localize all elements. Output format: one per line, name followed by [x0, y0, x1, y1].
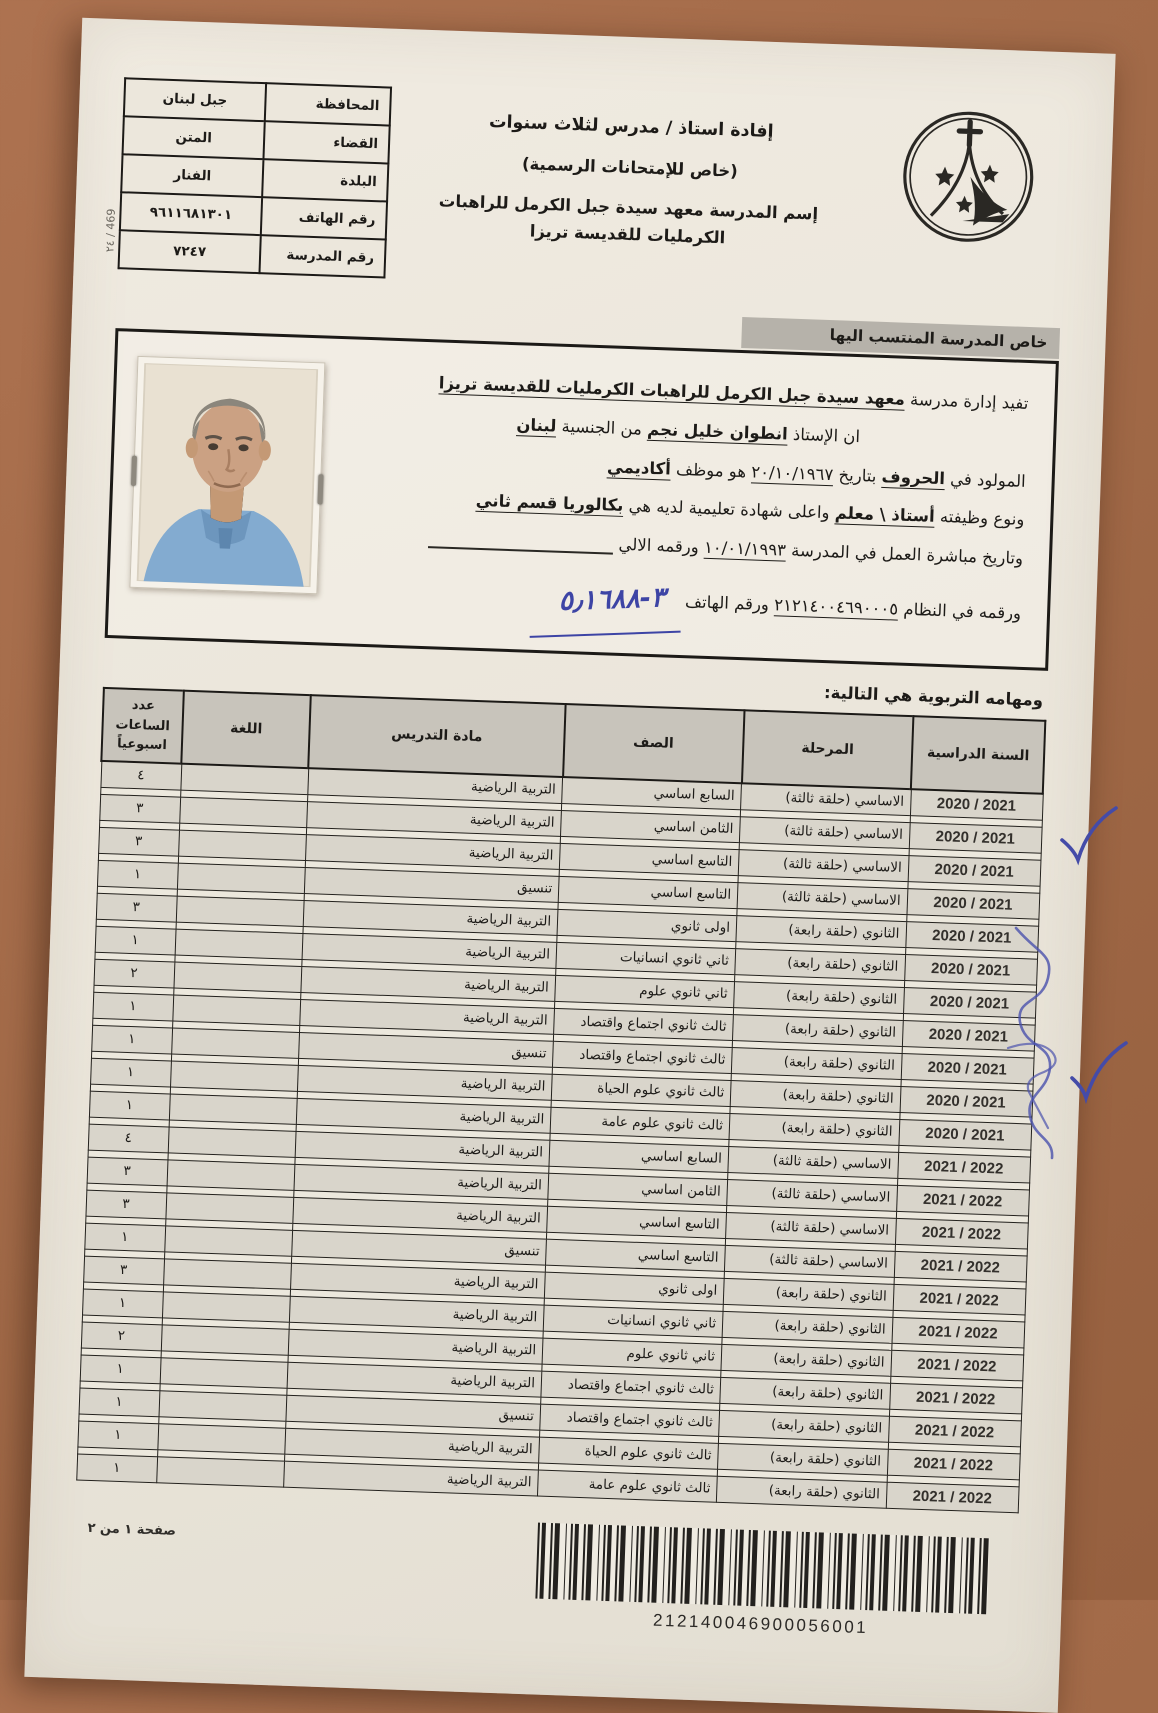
class-cell: الثامن اساسي	[561, 810, 741, 842]
hours-cell: ٣	[99, 794, 180, 823]
stage-cell: الاساسي (حلقة ثالثة)	[739, 816, 909, 848]
certificate-segment: انطوان خليل نجم	[646, 419, 789, 444]
stage-cell: الثانوي (حلقة رابعة)	[718, 1443, 888, 1475]
info-label: القضاء	[263, 121, 389, 163]
year-cell: 2020 / 2021	[899, 1119, 1032, 1150]
certificate-segment: ورقمه الالي	[613, 534, 705, 557]
language-cell	[156, 1456, 284, 1486]
carmelite-emblem-icon	[891, 100, 1044, 253]
subject-cell: التربية الرياضية	[293, 1197, 548, 1232]
subject-cell: التربية الرياضية	[308, 768, 563, 803]
class-cell: السابع اساسي	[549, 1140, 729, 1172]
subject-cell: تنسيق	[286, 1395, 541, 1430]
stage-cell: الاساسي (حلقة ثالثة)	[737, 882, 907, 914]
hours-cell: ١	[80, 1355, 161, 1384]
stage-cell: الثانوي (حلقة رابعة)	[722, 1311, 892, 1343]
stage-cell: الاساسي (حلقة ثالثة)	[727, 1179, 897, 1211]
year-cell: 2021 / 2022	[892, 1317, 1025, 1348]
certificate-segment: أكاديمي	[606, 456, 672, 479]
class-cell: ثالث ثانوي اجتماع واقتصاد	[553, 1041, 733, 1073]
portrait-illustration	[137, 363, 319, 587]
subject-cell: التربية الرياضية	[285, 1428, 540, 1463]
year-cell: 2021 / 2022	[894, 1251, 1027, 1282]
hours-cell: ١	[90, 1058, 171, 1087]
side-note: 469 / ٢٤	[103, 208, 118, 253]
info-label: رقم الهاتف	[261, 197, 387, 239]
stage-cell: الثانوي (حلقة رابعة)	[729, 1113, 899, 1145]
hours-cell: ٣	[98, 827, 179, 856]
hours-cell: ١	[84, 1223, 165, 1252]
class-cell: التاسع اساسي	[558, 876, 738, 908]
info-label: البلدة	[262, 159, 388, 201]
class-cell: ثاني ثانوي علوم	[555, 975, 735, 1007]
class-cell: ثالث ثانوي علوم عامة	[538, 1470, 718, 1502]
class-cell: ثالث ثانوي علوم الحياة	[539, 1437, 719, 1469]
class-cell: السابع اساسي	[562, 776, 742, 809]
hours-cell: ٢	[81, 1322, 162, 1351]
year-cell: 2021 / 2022	[895, 1218, 1028, 1249]
column-header: اللغة	[181, 691, 311, 768]
certificate-segment: المولود في	[944, 468, 1027, 491]
stage-cell: الثانوي (حلقة رابعة)	[735, 948, 905, 980]
subject-cell: التربية الرياضية	[302, 933, 557, 968]
certificate-box	[105, 328, 1059, 671]
year-cell: 2020 / 2021	[909, 822, 1042, 853]
stage-cell: الثانوي (حلقة رابعة)	[733, 1014, 903, 1046]
stage-cell: الاساسي (حلقة ثالثة)	[741, 783, 911, 815]
column-header: الصف	[563, 704, 744, 783]
class-cell: ثالث ثانوي اجتماع واقتصاد	[554, 1008, 734, 1040]
certificate-segment: من الجنسية	[556, 416, 648, 439]
certificate-segment	[428, 546, 613, 554]
hours-cell: ١	[76, 1453, 157, 1482]
stage-cell: الثانوي (حلقة رابعة)	[721, 1344, 891, 1376]
duties-table-body	[76, 760, 1043, 1512]
year-cell: 2020 / 2021	[908, 855, 1041, 886]
hours-cell: ٤	[88, 1124, 169, 1153]
staple-icon	[131, 456, 137, 486]
photo-frame	[129, 356, 325, 594]
class-cell: اولى ثانوي	[545, 1272, 725, 1304]
subject-cell: التربية الرياضية	[295, 1131, 550, 1166]
subject-cell: تنسيق	[291, 1230, 546, 1265]
hours-cell: ١	[89, 1091, 170, 1120]
stage-cell: الثانوي (حلقة رابعة)	[731, 1047, 901, 1079]
class-cell: التاسع اساسي	[547, 1206, 727, 1238]
info-value: ٩٦١١٦٨١٣٠١	[120, 192, 262, 235]
stage-cell: الثانوي (حلقة رابعة)	[719, 1410, 889, 1442]
year-cell: 2020 / 2021	[901, 1053, 1034, 1084]
column-header: المرحلة	[742, 710, 914, 788]
certificate-segment: هو موظف	[670, 459, 752, 481]
stage-cell: الاساسي (حلقة ثالثة)	[725, 1245, 895, 1277]
info-label: رقم المدرسة	[259, 235, 385, 277]
subject-cell: التربية الرياضية	[306, 801, 561, 836]
certificate-segment: ان الإستاذ	[787, 424, 861, 446]
hours-cell: ٢	[94, 959, 175, 988]
document-subtitle: (خاص للإمتحانات الرسمية)	[521, 154, 739, 181]
class-cell: التاسع اساسي	[546, 1239, 726, 1271]
barcode-bars-icon	[535, 1522, 989, 1614]
school-info-table	[118, 77, 393, 278]
year-cell: 2020 / 2021	[900, 1086, 1033, 1117]
year-cell: 2020 / 2021	[903, 987, 1036, 1018]
barcode-number: 212140046900056001	[652, 1610, 869, 1637]
hours-cell: ١	[77, 1420, 158, 1449]
year-cell: 2020 / 2021	[905, 921, 1038, 952]
stage-cell: الاساسي (حلقة ثالثة)	[728, 1146, 898, 1178]
year-cell: 2020 / 2021	[910, 789, 1043, 820]
subject-cell: التربية الرياضية	[305, 834, 560, 869]
class-cell: الثامن اساسي	[548, 1173, 728, 1205]
year-cell: 2021 / 2022	[896, 1185, 1029, 1216]
section-bar-label: خاص المدرسة المنتسب اليها	[829, 326, 1048, 352]
class-cell: ثالث ثانوي علوم الحياة	[551, 1074, 731, 1106]
certificate-segment: بكالوريا قسم ثاني	[475, 491, 624, 516]
stage-cell: الثانوي (حلقة رابعة)	[716, 1476, 886, 1508]
hours-cell: ٤	[100, 760, 181, 789]
subject-cell: التربية الرياضية	[303, 900, 558, 935]
document-title: إفادة استاذ / مدرس لثلاث سنوات	[488, 112, 774, 142]
class-cell: ثاني ثانوي انسانيات	[556, 942, 736, 974]
school-logo-icon	[868, 93, 1068, 254]
year-cell: 2020 / 2021	[902, 1020, 1035, 1051]
year-cell: 2021 / 2022	[893, 1284, 1026, 1315]
year-cell: 2021 / 2022	[887, 1449, 1020, 1480]
year-cell: 2021 / 2022	[886, 1482, 1019, 1513]
teacher-photo	[128, 356, 325, 626]
certificate-segment: ورقمه في النظام	[897, 599, 1022, 623]
certificate-segment: واعلى شهادة تعليمية لديه هي	[623, 496, 836, 523]
subject-cell: التربية الرياضية	[296, 1098, 551, 1133]
info-value: جبل لبنان	[124, 78, 266, 121]
handwritten-phone: ٣-٥٫١٦٨٨	[528, 566, 681, 639]
certificate-segment: ٢٠/١٠/١٩٦٧	[751, 461, 834, 484]
hours-cell: ٣	[83, 1256, 164, 1285]
table-row	[119, 230, 386, 277]
duties-table	[75, 687, 1046, 1513]
hours-cell: ١	[91, 1025, 172, 1054]
page-number: صفحة ١ من ٢	[87, 1520, 177, 1539]
info-label: المحافظة	[265, 83, 391, 125]
certificate-text	[342, 359, 1029, 650]
year-cell: 2020 / 2021	[907, 888, 1040, 919]
subject-cell: التربية الرياضية	[301, 966, 556, 1001]
stage-cell: الثانوي (حلقة رابعة)	[720, 1377, 890, 1409]
stage-cell: الثانوي (حلقة رابعة)	[734, 981, 904, 1013]
info-value: ٧٢٤٧	[119, 230, 261, 273]
subject-cell: التربية الرياضية	[287, 1362, 542, 1397]
subject-cell: التربية الرياضية	[288, 1329, 543, 1364]
year-cell: 2021 / 2022	[888, 1416, 1021, 1447]
stage-cell: الثانوي (حلقة رابعة)	[736, 915, 906, 947]
class-cell: ثاني ثانوي علوم	[542, 1338, 722, 1370]
class-cell: التاسع اساسي	[559, 843, 739, 875]
subject-cell: التربية الرياضية	[294, 1164, 549, 1199]
staple-icon	[317, 474, 323, 504]
info-value: المتن	[123, 116, 265, 159]
subject-cell: تنسيق	[304, 867, 559, 902]
hours-cell: ١	[92, 992, 173, 1021]
certificate-segment: ٢١٢١٤٠٠٤٦٩٠٠٠٥	[773, 595, 899, 619]
subject-cell: التربية الرياضية	[289, 1296, 544, 1331]
hours-cell: ١	[82, 1289, 163, 1318]
certificate-segment: الحروف	[881, 466, 946, 488]
stage-cell: الاساسي (حلقة ثالثة)	[738, 849, 908, 881]
hours-cell: ١	[97, 860, 178, 889]
certificate-segment: وتاريخ مباشرة العمل في المدرسة	[785, 540, 1024, 568]
certificate-segment: بتاريخ	[833, 464, 882, 486]
duties-heading: ومهامه التربوية هي التالية:	[823, 683, 1044, 710]
class-cell: ثالث ثانوي اجتماع واقتصاد	[540, 1404, 720, 1436]
subject-cell: التربية الرياضية	[290, 1263, 545, 1298]
certificate-segment: معهد سيدة جبل الكرمل للراهبات الكرمليات للقديسة تريزا	[438, 373, 906, 409]
stage-cell: الاساسي (حلقة ثالثة)	[726, 1212, 896, 1244]
certificate-segment: لبنان	[516, 414, 557, 436]
hours-cell: ٣	[85, 1190, 166, 1219]
column-header: السنة الدراسية	[911, 716, 1045, 793]
class-cell: ثالث ثانوي علوم عامة	[550, 1107, 730, 1139]
certificate-segment: ورقم الهاتف	[679, 591, 775, 615]
hours-cell: ١	[95, 926, 176, 955]
subject-cell: التربية الرياضية	[300, 999, 555, 1034]
hours-cell: ٣	[87, 1157, 168, 1186]
subject-cell: التربية الرياضية	[283, 1461, 538, 1496]
class-cell: ثالث ثانوي اجتماع واقتصاد	[541, 1371, 721, 1403]
subject-cell: التربية الرياضية	[297, 1065, 552, 1100]
column-header: عدد الساعات اسبوعياً	[101, 688, 184, 763]
certificate-segment: أستاذ \ معلم	[834, 503, 936, 527]
document-header	[118, 67, 1068, 302]
document-page	[24, 18, 1115, 1713]
year-cell: 2021 / 2022	[891, 1350, 1024, 1381]
class-cell: ثاني ثانوي انسانيات	[543, 1305, 723, 1337]
year-cell: 2021 / 2022	[897, 1152, 1030, 1183]
info-value: الفنار	[121, 154, 263, 197]
certificate-segment: ونوع وظيفته	[934, 507, 1025, 530]
hours-cell: ١	[79, 1387, 160, 1416]
year-cell: 2021 / 2022	[889, 1383, 1022, 1414]
stage-cell: الثانوي (حلقة رابعة)	[730, 1080, 900, 1112]
certificate-segment: ١٠/٠١/١٩٩٣	[703, 537, 787, 560]
column-header: مادة التدريس	[309, 695, 566, 776]
class-cell: اولى ثانوي	[557, 909, 737, 941]
school-name: إسم المدرسة معهد سيدة جبل الكرمل للراهبات الكرمليات للقديسة تريزا	[438, 191, 819, 248]
hours-cell: ٣	[96, 893, 177, 922]
stage-cell: الثانوي (حلقة رابعة)	[723, 1278, 893, 1310]
subject-cell: تنسيق	[298, 1032, 553, 1067]
certificate-segment: تفيد إدارة مدرسة	[904, 389, 1029, 414]
year-cell: 2020 / 2021	[904, 954, 1037, 985]
barcode-section	[71, 1506, 1018, 1643]
title-block	[405, 77, 855, 256]
barcode	[534, 1522, 989, 1642]
